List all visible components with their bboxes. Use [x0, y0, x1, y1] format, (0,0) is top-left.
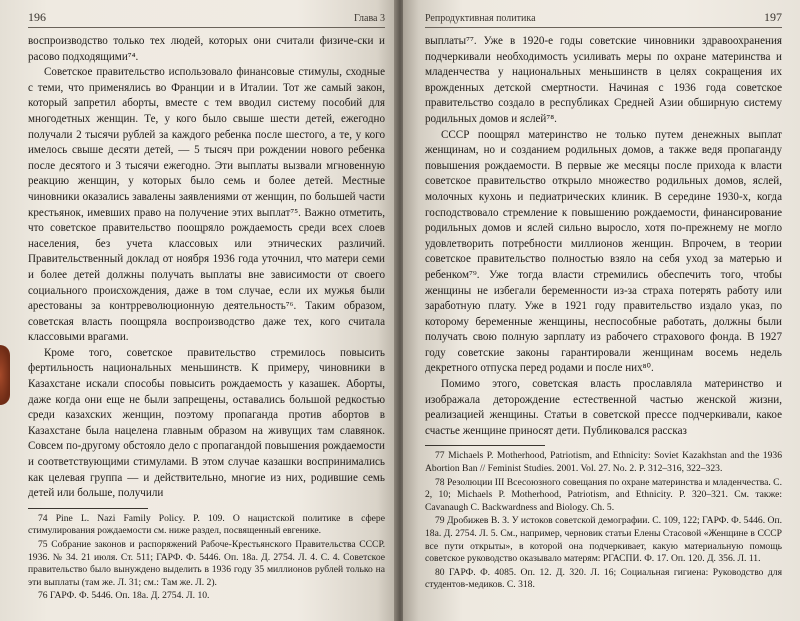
- footnote-divider: [425, 445, 545, 446]
- footnote: 78 Резолюции III Всесоюзного совещания по охране материнства и младенчества. С. 2, 10; Michaels P. Motherhood, Patriotism, and Ethnicity. P. 320–321. См. также: Cavanaugh C. Backwardness and Biology. Ch. 5.: [425, 476, 782, 513]
- running-head-left: [28, 10, 385, 28]
- footnote: 74 Pine L. Nazi Family Policy. P. 109. О нацистской политике в сфере стимулирования рождаемости см. ниже раздел, посвященный евгенике.: [28, 512, 385, 537]
- running-head-right: [425, 10, 782, 28]
- left-footnotes: [28, 513, 385, 603]
- left-page: [0, 0, 397, 621]
- paragraph: Помимо этого, советская власть прославляла материнство и изображала деторождение естественной частью женской жизни, реализацией женщины. Статьи в советской прессе подчеркивали, какое счастье женщине приносят дети. Публиковался рассказ: [425, 378, 782, 437]
- paragraph: выплаты⁷⁷. Уже в 1920-е годы советские чиновники здравоохранения подчеркивали необходимость усиливать меры по охране материнства и младенчества у национальных меньшинств в целях сокращения их врожденных детской смертности. Начиная с 1936 года советское правительство создало в республиках Средней Азии обширную систему родильных домов и яслей⁷⁸.: [425, 35, 782, 125]
- thumb-holding-page: [0, 345, 10, 405]
- footnote-divider: [28, 508, 148, 509]
- paragraph: Кроме того, советское правительство стремилось повысить фертильность национальных меньшинств. К примеру, чиновники в Казахстане искали способы повысить рождаемость у казашек. Аборты, даже когда они еще не были запрещены, оставались большой редкостью среди казахских женщин, поэтому пропаганда против абортов в Казахстане была нацелена главным образом на живущих там славянок. Совсем по-другому обстояло дело с пропагандой повышения рождаемости и соответствующими стимулами. В этом случае казашки воспринимались как целевая группа — и действительно, многие из них, родившие семь детей или больше, получили: [28, 346, 385, 500]
- section-title: Репродуктивная политика: [425, 13, 536, 24]
- right-page: [403, 0, 800, 621]
- page-number-left: 196: [28, 10, 46, 24]
- right-body-text: [425, 34, 782, 439]
- footnote: 77 Michaels P. Motherhood, Patriotism, and Ethnicity: Soviet Kazakhstan and the 1936 Abortion Ban // Feminist Studies. 2001. Vol. 27. No. 2. P. 312–316, 322–323.: [425, 450, 782, 475]
- paragraph: СССР поощрял материнство не только путем денежных выплат женщинам, но и созданием родильных домов, а также ведя пропаганду повышения рождаемости. В первые же месяцы после прихода к власти советское правительство открыло множество родильных домов, яслей, молочных кухонь и педиатрических клиник. В середине 1930-х, когда господствовало стремление к повышению рождаемости, финансирование родильных домов и яслей сильно выросло, хотя по-прежнему не могло удовлетворить потребности миллионов женщин. Впрочем, в теории советское правительство полностью взяло на себя уход за матерью и ребенком⁷⁹. Уже тогда власти стремились обеспечить того, чтобы женщины не избегали беременности из-за страха потерять работу или заработную плату. Уже в 1921 году правительство издало указ, по которому беременные женщины, неспособные работать, должны были получать свою полную зарплату из рабочего страхового фонда. В 1927 году советские законы гарантировали женщинам восемь недель декретного отпуска перед родами и после них⁸⁰.: [425, 128, 782, 375]
- footnote: 76 ГАРФ. Ф. 5446. Оп. 18а. Д. 2754. Л. 10.: [38, 590, 210, 602]
- paragraph: Советское правительство использовало финансовые стимулы, сходные с теми, что применялись во Франции и в Италии. Тот же самый закон, который запретил аборты, вместе с тем вводил систему пособий для многодетных женщин. Те, у кого было свыше шести детей, ежегодно получали 2 тысячи рублей за каждого ребенка после шестого, а те, у кого имелось свыше десяти детей, — 5 тысяч при рождении нового ребенка после десятого и 3 тысячи ежегодно. Эти выплаты вызвали мгновенную реакцию женщин, у которых было семь и более детей. Местные чиновники оказались завалены заявлениями от женщин, по большей части крестьянок, имевших право на получение этих выплат⁷⁵. Важно отметить, что советское правительство поощряло рождаемость среди всех слоев населения, без учета классовых или этнических различий. Правительственный доклад от ноября 1936 года уточнил, что матери семи и более детей должны получать выплаты вне зависимости от своего социального происхождения, даже в том случае, если их мужья были арестованы за контрреволюционную деятельность⁷⁶. Таким образом, советская власть поощряла воспроизводство даже тех, кого считала классовыми врагами.: [28, 66, 385, 344]
- left-body-text: [28, 34, 385, 502]
- footnote: 79 Дробижев В. З. У истоков советской демографии. С. 109, 122; ГАРФ. Ф. 5446. Оп. 18а. Д. 2754. Л. 5. См., например, черновик статьи Елены Стасовой «Женщине в СССР все пути открыты», в которой она подчеркивает, какую материальную помощь советское руководство оказывало матерям: РГАСПИ. Ф. 17. Оп. 120. Д. 356. Л. 11.: [425, 515, 782, 565]
- paragraph: воспроизводство только тех людей, которых они считали физиче-ски и расово подходящими⁷⁴.: [28, 35, 385, 63]
- right-footnotes: [425, 450, 782, 592]
- page-number-right: 197: [764, 10, 782, 24]
- chapter-title: Глава 3: [354, 13, 385, 24]
- footnote: 80 ГАРФ. Ф. 4085. Оп. 12. Д. 320. Л. 16; Социальная гигиена: Руководство для студентов-медиков. С. 318.: [425, 566, 782, 591]
- footnote: 75 Собрание законов и распоряжений Рабоче-Крестьянского Правительства СССР. 1936. № 34. 21 июля. Ст. 511; ГАРФ. Ф. 5446. Оп. 18а. Д. 2754. Л. 4. С. 4. Советское правительство было вынуждено выделить в 1936 году 35 миллионов рублей только на эти выплаты (там же. Л. 31; см.: Там же. Л. 2).: [28, 539, 385, 588]
